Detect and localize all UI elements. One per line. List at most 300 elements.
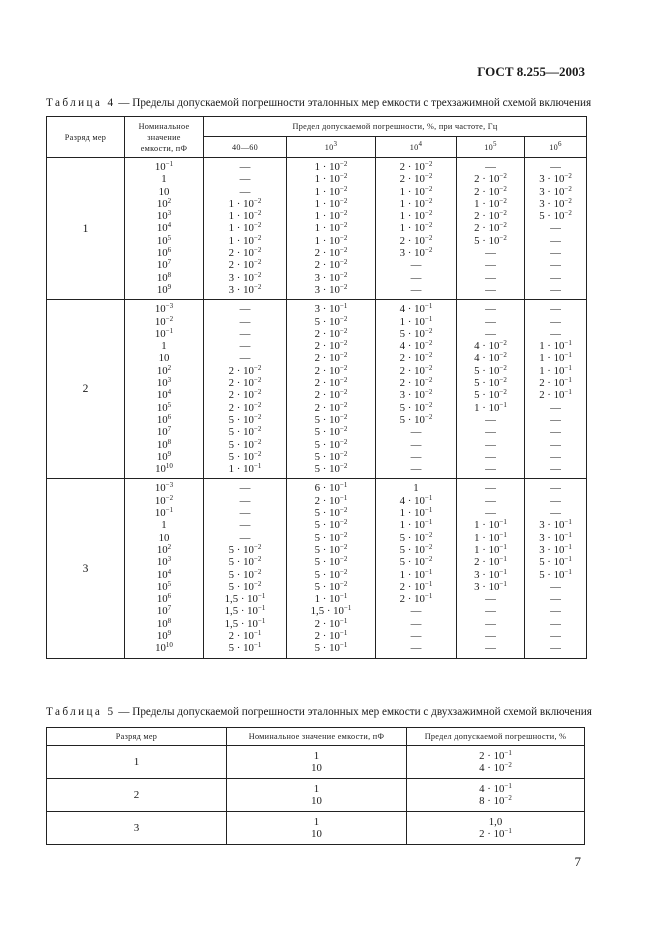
error-value: — bbox=[410, 438, 422, 451]
error-value: $1 \cdot 10^{-2}$ bbox=[399, 209, 433, 223]
error-value: $3 \cdot 10^{-2}$ bbox=[539, 196, 572, 210]
error-value: — bbox=[239, 161, 251, 173]
header-freq: $10^5$ bbox=[457, 137, 525, 158]
nominal-cell bbox=[125, 158, 204, 300]
table4-caption bbox=[46, 97, 591, 109]
nominal-value: $10^2$ bbox=[156, 196, 172, 210]
nominal-value: $10^{-1}$ bbox=[154, 160, 174, 173]
error-value: $1,5 \cdot 10^{-1}$ bbox=[224, 604, 266, 618]
error-value: $5 \cdot 10^{-2}$ bbox=[539, 209, 572, 223]
error-value: $5 \cdot 10^{-2}$ bbox=[314, 567, 348, 581]
error-value: $2 \cdot 10^{-1}$ bbox=[314, 616, 348, 630]
nominal-value: 10 bbox=[158, 531, 170, 544]
error-value: $3 \cdot 10^{-2}$ bbox=[539, 184, 572, 198]
error-value: $5 \cdot 10^{-2}$ bbox=[474, 233, 507, 247]
nominal-value: $10^5$ bbox=[156, 400, 172, 414]
error-value: $4 \cdot 10^{-2}$ bbox=[474, 351, 507, 365]
table-row bbox=[47, 812, 585, 845]
nominal-value: $10^{-1}$ bbox=[154, 326, 174, 340]
error-value: — bbox=[485, 450, 496, 463]
error-value: — bbox=[550, 450, 561, 463]
error-cell bbox=[376, 158, 457, 300]
category-cell: 1 bbox=[47, 746, 227, 779]
nominal-value: 10 bbox=[158, 352, 170, 365]
error-value: $5 \cdot 10^{-2}$ bbox=[314, 437, 348, 451]
nominal-value: $10^8$ bbox=[156, 270, 172, 284]
error-value: $3 \cdot 10^{-2}$ bbox=[228, 270, 262, 284]
error-value: — bbox=[550, 283, 561, 296]
header-nominal: Номинальное значение емкости, пФ bbox=[125, 117, 204, 158]
error-value: $2 \cdot 10^{-2}$ bbox=[228, 246, 262, 260]
nominal-cell bbox=[227, 812, 407, 845]
error-value: $1 \cdot 10^{-2}$ bbox=[474, 196, 507, 210]
error-value: — bbox=[410, 450, 422, 463]
category-cell: 2 bbox=[47, 300, 125, 479]
error-value: $3 \cdot 10^{-2}$ bbox=[314, 270, 348, 284]
error-value: — bbox=[485, 482, 496, 495]
error-value: — bbox=[239, 340, 251, 353]
error-value: — bbox=[550, 161, 561, 173]
nominal-cell bbox=[125, 300, 204, 479]
nominal-value: 1 bbox=[161, 519, 167, 532]
error-value: $5 \cdot 10^{-2}$ bbox=[228, 412, 262, 426]
nominal-value: $10^9$ bbox=[156, 282, 172, 296]
error-value: $1 \cdot 10^{-2}$ bbox=[314, 196, 348, 210]
error-value: $2 \cdot 10^{-2}$ bbox=[314, 400, 348, 414]
error-value: $1 \cdot 10^{-1}$ bbox=[474, 542, 507, 556]
nominal-value: $10^{10}$ bbox=[155, 641, 173, 655]
nominal-value: $10^4$ bbox=[156, 221, 172, 235]
error-value: — bbox=[485, 413, 496, 426]
nominal-value: $10^9$ bbox=[156, 449, 172, 463]
error-value: $1 \cdot 10^{-2}$ bbox=[228, 196, 262, 210]
error-value: $3 \cdot 10^{-2}$ bbox=[539, 172, 572, 186]
error-value: $1 \cdot 10^{-1}$ bbox=[399, 518, 433, 532]
error-value: $2 \cdot 10^{-2}$ bbox=[228, 258, 262, 272]
table4-body bbox=[47, 158, 587, 659]
error-value: $5 \cdot 10^{-2}$ bbox=[314, 449, 348, 463]
error-value: $2 \cdot 10^{-2}$ bbox=[314, 339, 348, 353]
error-value: $4 \cdot 10^{-1}$ bbox=[399, 302, 433, 316]
error-cell bbox=[407, 779, 585, 812]
error-cell bbox=[525, 479, 587, 658]
error-value: — bbox=[239, 185, 251, 198]
error-value: $6 \cdot 10^{-1}$ bbox=[314, 481, 348, 495]
error-value: $5 \cdot 10^{-2}$ bbox=[314, 314, 348, 328]
error-value: — bbox=[410, 463, 422, 476]
error-value: $1 \cdot 10^{-1}$ bbox=[539, 339, 572, 353]
error-value: $1 \cdot 10^{-2}$ bbox=[314, 221, 348, 235]
error-value: $4 \cdot 10^{-1}$ bbox=[399, 493, 433, 507]
page-number: 7 bbox=[574, 854, 581, 869]
error-value: $2 \cdot 10^{-1}$ bbox=[479, 827, 512, 840]
error-value: — bbox=[485, 463, 496, 476]
error-value: $2 \cdot 10^{-2}$ bbox=[314, 351, 348, 365]
error-value: $5 \cdot 10^{-2}$ bbox=[314, 462, 348, 476]
error-value: $5 \cdot 10^{-2}$ bbox=[228, 567, 262, 581]
error-value: — bbox=[485, 426, 496, 439]
error-value: $5 \cdot 10^{-2}$ bbox=[228, 425, 262, 439]
error-value: — bbox=[550, 271, 561, 284]
error-value: $1 \cdot 10^{-1}$ bbox=[399, 314, 433, 328]
error-value: $5 \cdot 10^{-1}$ bbox=[539, 555, 572, 569]
error-value: $4 \cdot 10^{-2}$ bbox=[474, 339, 507, 353]
error-value: $1 \cdot 10^{-1}$ bbox=[228, 462, 262, 476]
error-value: — bbox=[485, 629, 496, 642]
error-value: 1,0 bbox=[488, 816, 503, 828]
nominal-value: 1 bbox=[161, 173, 167, 186]
nominal-value: $10^{-2}$ bbox=[154, 314, 174, 328]
error-value: $2 \cdot 10^{-1}$ bbox=[399, 592, 433, 606]
error-value: — bbox=[550, 222, 561, 235]
error-value: — bbox=[550, 438, 561, 451]
error-value: — bbox=[550, 234, 561, 247]
error-value: — bbox=[485, 507, 496, 520]
error-value: $8 \cdot 10^{-2}$ bbox=[479, 794, 512, 807]
error-value: $5 \cdot 10^{-2}$ bbox=[314, 530, 348, 544]
error-value: $2 \cdot 10^{-1}$ bbox=[399, 579, 433, 593]
header-error-group: Предел допускаемой погрешности, %, при частоте, Гц bbox=[204, 117, 587, 137]
error-value: — bbox=[550, 482, 561, 495]
error-value: $3 \cdot 10^{-1}$ bbox=[314, 302, 348, 316]
error-value: — bbox=[485, 593, 496, 606]
error-value: $2 \cdot 10^{-2}$ bbox=[399, 233, 433, 247]
nominal-value: $10^4$ bbox=[156, 567, 172, 581]
header-freq: $10^4$ bbox=[376, 137, 457, 158]
error-value: $5 \cdot 10^{-1}$ bbox=[228, 641, 262, 655]
error-value: $1,5 \cdot 10^{-1}$ bbox=[310, 604, 352, 618]
error-value: — bbox=[485, 271, 496, 284]
nominal-value: $10^5$ bbox=[156, 233, 172, 247]
nominal-value: $10^3$ bbox=[156, 555, 172, 569]
table5-caption bbox=[46, 706, 592, 718]
table4-caption-text: — Пределы допускаемой погрешности эталонных мер емкости с трехзажимной схемой включения bbox=[115, 97, 592, 109]
error-value: $1 \cdot 10^{-2}$ bbox=[314, 209, 348, 223]
error-value: $1 \cdot 10^{-1}$ bbox=[399, 567, 433, 581]
error-value: $5 \cdot 10^{-2}$ bbox=[314, 518, 348, 532]
error-value: — bbox=[550, 401, 561, 414]
error-value: $2 \cdot 10^{-2}$ bbox=[314, 258, 348, 272]
error-value: — bbox=[239, 327, 251, 340]
error-value: — bbox=[550, 605, 561, 618]
error-value: — bbox=[550, 463, 561, 476]
error-value: $2 \cdot 10^{-2}$ bbox=[399, 376, 433, 390]
error-value: — bbox=[550, 315, 561, 328]
error-value: 1 bbox=[413, 482, 419, 495]
error-value: — bbox=[550, 303, 561, 316]
error-value: $4 \cdot 10^{-1}$ bbox=[479, 782, 512, 795]
error-value: — bbox=[410, 605, 422, 618]
error-value: — bbox=[550, 259, 561, 272]
error-cell bbox=[525, 158, 587, 300]
error-value: $5 \cdot 10^{-2}$ bbox=[314, 542, 348, 556]
error-cell bbox=[407, 746, 585, 779]
error-value: — bbox=[550, 426, 561, 439]
error-value: $1,5 \cdot 10^{-1}$ bbox=[224, 616, 266, 630]
error-value: — bbox=[550, 494, 561, 507]
error-value: $3 \cdot 10^{-1}$ bbox=[474, 579, 507, 593]
error-value: $1 \cdot 10^{-2}$ bbox=[228, 233, 262, 247]
error-value: $2 \cdot 10^{-2}$ bbox=[314, 388, 348, 402]
error-value: $5 \cdot 10^{-2}$ bbox=[228, 555, 262, 569]
error-value: $2 \cdot 10^{-2}$ bbox=[474, 184, 507, 198]
nominal-value: $10^7$ bbox=[156, 425, 172, 439]
error-value: — bbox=[485, 617, 496, 630]
error-cell bbox=[376, 479, 457, 658]
nominal-value: $10^6$ bbox=[156, 246, 172, 260]
error-value: $1 \cdot 10^{-2}$ bbox=[314, 172, 348, 186]
error-value: — bbox=[410, 283, 422, 296]
t5-header-error: Предел допускаемой погрешности, % bbox=[407, 728, 585, 746]
error-value: — bbox=[485, 494, 496, 507]
nominal-value: 1 bbox=[313, 750, 320, 762]
header-freq: 40—60 bbox=[204, 137, 287, 158]
error-cell bbox=[287, 158, 376, 300]
error-value: $5 \cdot 10^{-1}$ bbox=[539, 567, 572, 581]
error-value: — bbox=[485, 161, 496, 173]
error-value: — bbox=[550, 507, 561, 520]
error-cell bbox=[407, 812, 585, 845]
error-value: $1,5 \cdot 10^{-1}$ bbox=[224, 592, 266, 606]
error-cell bbox=[457, 479, 525, 658]
error-value: $2 \cdot 10^{-2}$ bbox=[314, 376, 348, 390]
error-value: — bbox=[550, 413, 561, 426]
error-value: $4 \cdot 10^{-2}$ bbox=[479, 761, 512, 774]
error-value: $5 \cdot 10^{-2}$ bbox=[314, 412, 348, 426]
table4-caption-prefix: Таблица 4 bbox=[46, 97, 116, 109]
nominal-value: $10^6$ bbox=[156, 592, 172, 606]
nominal-value: $10^3$ bbox=[156, 209, 172, 223]
nominal-value: $10^7$ bbox=[156, 604, 172, 618]
error-value: $5 \cdot 10^{-2}$ bbox=[474, 376, 507, 390]
standard-number: ГОСТ 8.255—2003 bbox=[477, 64, 585, 79]
nominal-value: $10^{-2}$ bbox=[154, 493, 174, 507]
error-value: $2 \cdot 10^{-2}$ bbox=[474, 209, 507, 223]
error-value: — bbox=[485, 642, 496, 655]
header-freq: $10^6$ bbox=[525, 137, 587, 158]
error-value: $1 \cdot 10^{-2}$ bbox=[314, 184, 348, 198]
error-value: $1 \cdot 10^{-2}$ bbox=[399, 184, 433, 198]
error-value: $1 \cdot 10^{-1}$ bbox=[539, 363, 572, 377]
nominal-value: $10^{10}$ bbox=[155, 462, 173, 476]
error-value: $1 \cdot 10^{-2}$ bbox=[314, 233, 348, 247]
error-value: $1 \cdot 10^{-2}$ bbox=[228, 221, 262, 235]
error-value: — bbox=[239, 173, 251, 186]
category-cell: 3 bbox=[47, 812, 227, 845]
nominal-cell bbox=[227, 779, 407, 812]
error-value: — bbox=[550, 580, 561, 593]
nominal-value: $10^{-3}$ bbox=[154, 481, 174, 495]
error-cell bbox=[287, 300, 376, 479]
nominal-value: $10^7$ bbox=[156, 258, 172, 272]
error-value: $2 \cdot 10^{-2}$ bbox=[399, 172, 433, 186]
nominal-value: 10 bbox=[311, 828, 322, 840]
error-value: $3 \cdot 10^{-1}$ bbox=[539, 518, 572, 532]
table-4 bbox=[46, 116, 587, 659]
table-row bbox=[47, 158, 587, 300]
table5-body bbox=[47, 746, 585, 845]
error-value: $5 \cdot 10^{-1}$ bbox=[314, 641, 348, 655]
error-value: — bbox=[550, 617, 561, 630]
error-value: $1 \cdot 10^{-1}$ bbox=[539, 351, 572, 365]
nominal-value: $10^{-3}$ bbox=[154, 302, 174, 316]
error-cell bbox=[457, 158, 525, 300]
error-value: $5 \cdot 10^{-2}$ bbox=[314, 425, 348, 439]
error-value: $2 \cdot 10^{-2}$ bbox=[399, 351, 433, 365]
error-value: $2 \cdot 10^{-2}$ bbox=[228, 376, 262, 390]
error-value: — bbox=[485, 259, 496, 272]
error-value: $5 \cdot 10^{-2}$ bbox=[228, 437, 262, 451]
error-value: $1 \cdot 10^{-2}$ bbox=[399, 196, 433, 210]
error-value: $2 \cdot 10^{-1}$ bbox=[474, 555, 507, 569]
table-row bbox=[47, 746, 585, 779]
error-value: $2 \cdot 10^{-2}$ bbox=[314, 326, 348, 340]
error-value: — bbox=[485, 247, 496, 260]
error-value: $1 \cdot 10^{-1}$ bbox=[474, 530, 507, 544]
nominal-value: 1 bbox=[161, 340, 167, 353]
error-value: $2 \cdot 10^{-1}$ bbox=[228, 628, 262, 642]
error-value: — bbox=[485, 327, 496, 340]
header-freq: $10^3$ bbox=[287, 137, 376, 158]
error-value: $5 \cdot 10^{-2}$ bbox=[474, 388, 507, 402]
error-value: $2 \cdot 10^{-2}$ bbox=[399, 160, 433, 173]
error-value: — bbox=[550, 247, 561, 260]
error-value: $3 \cdot 10^{-2}$ bbox=[314, 282, 348, 296]
error-cell bbox=[376, 300, 457, 479]
error-value: — bbox=[485, 283, 496, 296]
error-cell bbox=[204, 479, 287, 658]
error-value: — bbox=[239, 531, 251, 544]
error-value: $4 \cdot 10^{-2}$ bbox=[399, 339, 433, 353]
error-value: $5 \cdot 10^{-2}$ bbox=[474, 363, 507, 377]
error-value: $5 \cdot 10^{-2}$ bbox=[314, 579, 348, 593]
error-cell bbox=[525, 300, 587, 479]
error-value: — bbox=[550, 327, 561, 340]
error-value: $1 \cdot 10^{-2}$ bbox=[399, 221, 433, 235]
error-cell bbox=[204, 300, 287, 479]
category-cell: 1 bbox=[47, 158, 125, 300]
error-value: — bbox=[485, 315, 496, 328]
error-value: — bbox=[485, 303, 496, 316]
nominal-value: 1 bbox=[313, 816, 320, 828]
error-value: — bbox=[239, 352, 251, 365]
error-value: $5 \cdot 10^{-2}$ bbox=[399, 542, 433, 556]
error-value: $2 \cdot 10^{-2}$ bbox=[314, 363, 348, 377]
nominal-value: $10^{-1}$ bbox=[154, 506, 174, 520]
nominal-value: $10^6$ bbox=[156, 412, 172, 426]
error-value: $2 \cdot 10^{-1}$ bbox=[314, 493, 348, 507]
error-value: $3 \cdot 10^{-2}$ bbox=[228, 282, 262, 296]
error-value: — bbox=[550, 642, 561, 655]
error-value: — bbox=[485, 438, 496, 451]
error-value: — bbox=[239, 303, 251, 316]
error-value: $1 \cdot 10^{-1}$ bbox=[474, 400, 507, 414]
error-value: — bbox=[410, 629, 422, 642]
nominal-value: $10^5$ bbox=[156, 579, 172, 593]
error-value: $2 \cdot 10^{-1}$ bbox=[539, 388, 572, 402]
nominal-value: $10^2$ bbox=[156, 363, 172, 377]
error-value: $2 \cdot 10^{-2}$ bbox=[474, 221, 507, 235]
error-value: — bbox=[550, 593, 561, 606]
table5-caption-prefix: Таблица 5 bbox=[46, 706, 116, 718]
error-value: $5 \cdot 10^{-2}$ bbox=[314, 555, 348, 569]
error-value: $2 \cdot 10^{-2}$ bbox=[399, 363, 433, 377]
nominal-value: $10^2$ bbox=[156, 542, 172, 556]
error-value: $2 \cdot 10^{-1}$ bbox=[539, 376, 572, 390]
error-value: $2 \cdot 10^{-2}$ bbox=[228, 388, 262, 402]
nominal-cell bbox=[125, 479, 204, 658]
table-row bbox=[47, 300, 587, 479]
error-value: $2 \cdot 10^{-1}$ bbox=[314, 628, 348, 642]
nominal-value: 10 bbox=[311, 795, 322, 807]
error-value: — bbox=[239, 507, 251, 520]
error-value: $2 \cdot 10^{-2}$ bbox=[228, 400, 262, 414]
nominal-value: $10^3$ bbox=[156, 376, 172, 390]
t5-header-category: Разряд мер bbox=[47, 728, 227, 746]
table-5 bbox=[46, 727, 585, 845]
nominal-value: $10^9$ bbox=[156, 628, 172, 642]
error-value: $3 \cdot 10^{-1}$ bbox=[474, 567, 507, 581]
error-value: — bbox=[239, 519, 251, 532]
error-value: $2 \cdot 10^{-2}$ bbox=[314, 246, 348, 260]
nominal-value: $10^4$ bbox=[156, 388, 172, 402]
error-value: — bbox=[410, 271, 422, 284]
error-value: $1 \cdot 10^{-1}$ bbox=[314, 592, 348, 606]
error-value: $5 \cdot 10^{-2}$ bbox=[228, 542, 262, 556]
table-row bbox=[47, 479, 587, 658]
nominal-cell bbox=[227, 746, 407, 779]
error-value: $5 \cdot 10^{-2}$ bbox=[314, 506, 348, 520]
error-value: $2 \cdot 10^{-2}$ bbox=[474, 172, 507, 186]
nominal-value: $10^8$ bbox=[156, 437, 172, 451]
error-value: $5 \cdot 10^{-2}$ bbox=[399, 400, 433, 414]
error-value: $1 \cdot 10^{-2}$ bbox=[228, 209, 262, 223]
error-value: $3 \cdot 10^{-1}$ bbox=[539, 530, 572, 544]
error-cell bbox=[287, 479, 376, 658]
error-value: $2 \cdot 10^{-1}$ bbox=[479, 749, 512, 762]
error-value: $5 \cdot 10^{-2}$ bbox=[399, 530, 433, 544]
error-value: — bbox=[239, 315, 251, 328]
error-value: $5 \cdot 10^{-2}$ bbox=[399, 326, 433, 340]
error-value: — bbox=[239, 482, 251, 495]
table5-caption-text: — Пределы допускаемой погрешности эталонных мер емкости с двухзажимной схемой включения bbox=[115, 706, 592, 718]
error-value: — bbox=[410, 259, 422, 272]
error-value: $5 \cdot 10^{-2}$ bbox=[228, 579, 262, 593]
error-value: $3 \cdot 10^{-1}$ bbox=[539, 542, 572, 556]
error-value: $3 \cdot 10^{-2}$ bbox=[399, 246, 433, 260]
error-cell bbox=[204, 158, 287, 300]
error-cell bbox=[457, 300, 525, 479]
error-value: — bbox=[485, 605, 496, 618]
error-value: $3 \cdot 10^{-2}$ bbox=[399, 388, 433, 402]
error-value: — bbox=[239, 494, 251, 507]
nominal-value: 10 bbox=[311, 762, 322, 774]
t5-header-nominal: Номинальное значение емкости, пФ bbox=[227, 728, 407, 746]
error-value: $1 \cdot 10^{-1}$ bbox=[474, 518, 507, 532]
error-value: $1 \cdot 10^{-1}$ bbox=[399, 506, 433, 520]
nominal-value: $10^8$ bbox=[156, 616, 172, 630]
nominal-value: 10 bbox=[158, 185, 170, 198]
error-value: $5 \cdot 10^{-2}$ bbox=[228, 449, 262, 463]
error-value: — bbox=[410, 617, 422, 630]
nominal-value: 1 bbox=[313, 783, 320, 795]
category-cell: 3 bbox=[47, 479, 125, 658]
error-value: — bbox=[410, 426, 422, 439]
error-value: $5 \cdot 10^{-2}$ bbox=[399, 412, 433, 426]
category-cell: 2 bbox=[47, 779, 227, 812]
error-value: — bbox=[550, 629, 561, 642]
error-value: $5 \cdot 10^{-2}$ bbox=[399, 555, 433, 569]
